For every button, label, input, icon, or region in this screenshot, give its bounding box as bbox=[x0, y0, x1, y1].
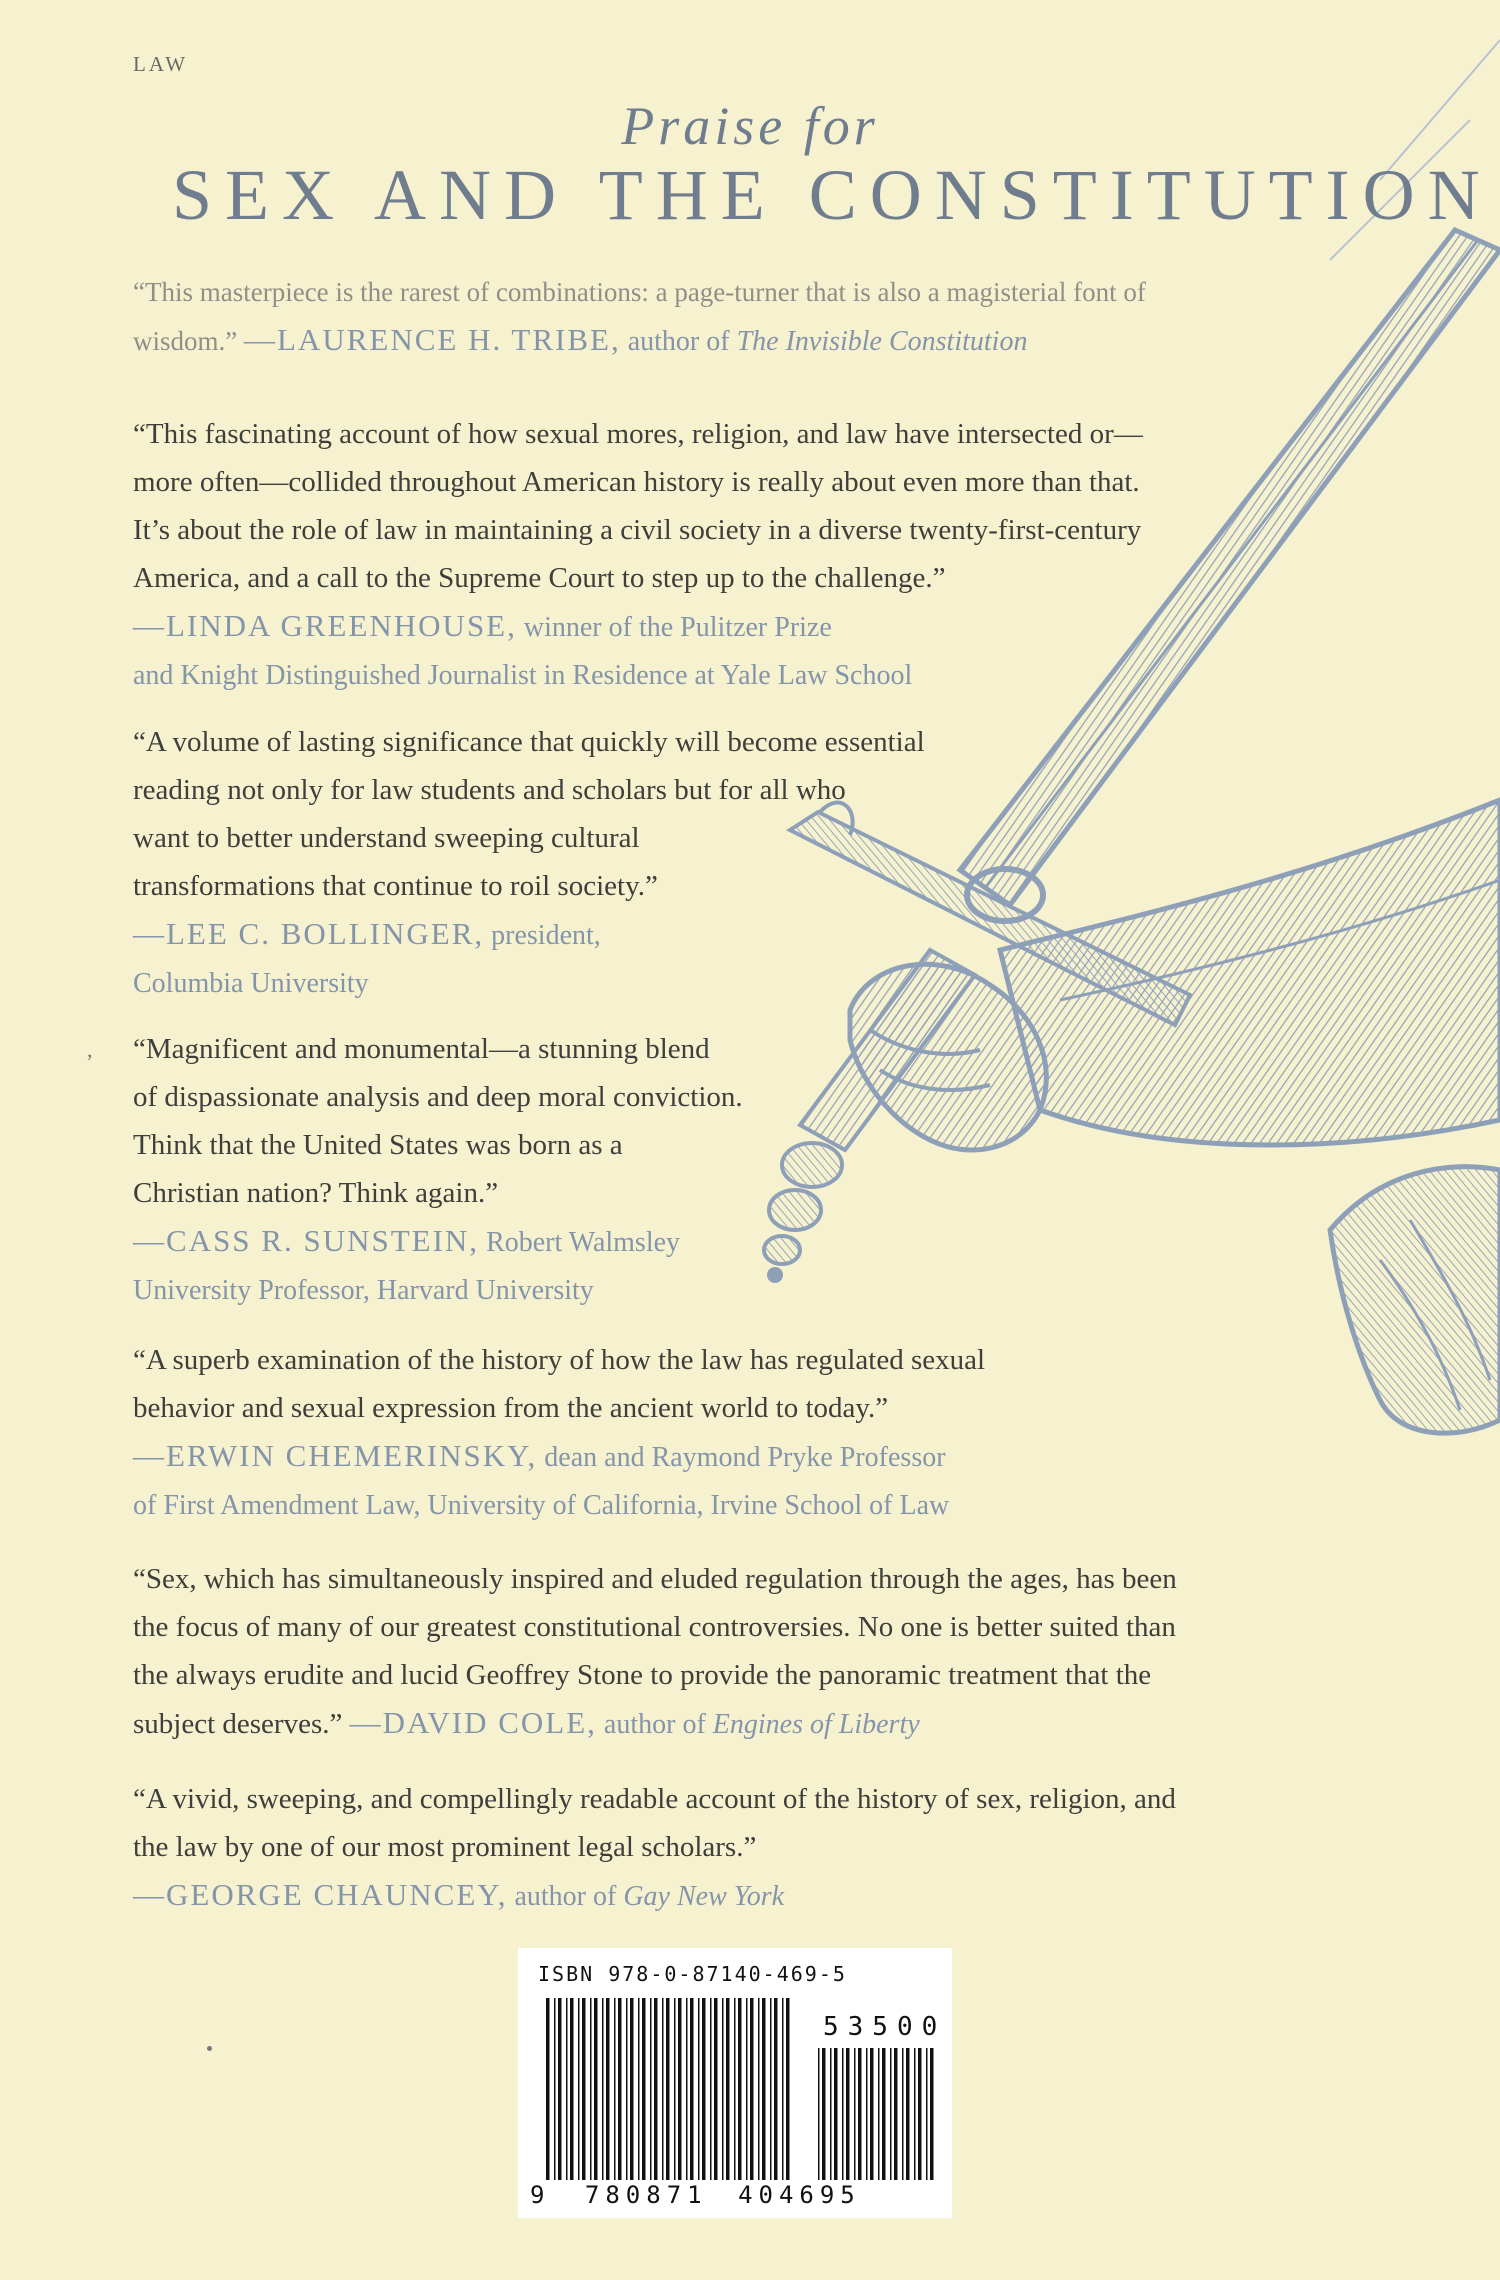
barcode-bar bbox=[630, 1998, 634, 2180]
price-code: 53500 bbox=[823, 2012, 947, 2042]
ean-first-digit: 9 bbox=[530, 2181, 551, 2209]
barcode-bar bbox=[818, 2048, 820, 2180]
barcode-bar bbox=[914, 2048, 916, 2180]
barcode-bar bbox=[698, 1998, 700, 2180]
quote-line: subject deserves.” bbox=[133, 1708, 343, 1740]
quote-line: behavior and sexual expression from the ancient world to today.” bbox=[133, 1392, 889, 1424]
quote-line: It’s about the role of law in maintaining a civil society in a diverse twenty-first-century bbox=[133, 514, 1142, 546]
barcode-bar bbox=[738, 1998, 742, 2180]
category-label: LAW bbox=[133, 52, 189, 76]
barcode-bar bbox=[854, 2048, 856, 2180]
barcode-bar bbox=[906, 2048, 910, 2180]
margin-mark: , bbox=[87, 1037, 93, 1062]
quote-attribution bbox=[244, 322, 1028, 357]
quote-line: “A vivid, sweeping, and compellingly readable account of the history of sex, religion, and bbox=[133, 1783, 1176, 1815]
attribution-work: The Invisible Constitution bbox=[736, 326, 1028, 357]
quote-line: the always erudite and lucid Geoffrey Stone to provide the panoramic treatment that the bbox=[133, 1659, 1152, 1691]
quote-line: “Magnificent and monumental—a stunning blend bbox=[133, 1033, 710, 1065]
barcode-bar bbox=[750, 1998, 754, 2180]
attribution-name: —LAURENCE H. TRIBE, bbox=[244, 322, 621, 357]
barcode-bar bbox=[722, 1998, 724, 2180]
barcode-bar bbox=[918, 2048, 922, 2180]
barcode-bar bbox=[626, 1998, 628, 2180]
attribution-role: president, bbox=[491, 920, 601, 951]
barcode-bar bbox=[570, 1998, 574, 2180]
attribution-extra: Columbia University bbox=[133, 968, 369, 999]
barcode-bar bbox=[710, 1998, 712, 2180]
barcode-bar bbox=[774, 1998, 778, 2180]
barcode-bar bbox=[894, 2048, 898, 2180]
barcode-bar bbox=[830, 2048, 832, 2180]
barcode-bar bbox=[606, 1998, 610, 2180]
ean-right-group: 404695 bbox=[738, 2181, 861, 2209]
attribution-name: —LEE C. BOLLINGER, bbox=[133, 916, 485, 951]
attribution-name: —DAVID COLE, bbox=[349, 1705, 597, 1740]
quote-line: America, and a call to the Supreme Court to step up to the challenge.” bbox=[133, 562, 946, 594]
barcode-bar bbox=[702, 1998, 706, 2180]
barcode-bar bbox=[842, 2048, 844, 2180]
barcode-bar bbox=[618, 1998, 622, 2180]
barcode-bar bbox=[578, 1998, 580, 2180]
quote-line: the law by one of our most prominent legal scholars.” bbox=[133, 1831, 757, 1863]
attribution-name: —LINDA GREENHOUSE, bbox=[133, 608, 517, 643]
barcode-bar bbox=[582, 1998, 586, 2180]
attribution-name: —GEORGE CHAUNCEY, bbox=[133, 1877, 508, 1912]
barcode-bar bbox=[758, 1998, 760, 2180]
quote-attribution bbox=[133, 1432, 985, 1482]
barcode-bar bbox=[762, 1998, 766, 2180]
barcode-bar bbox=[590, 1998, 592, 2180]
sleeve-cuff bbox=[1330, 1167, 1500, 1434]
praise-heading: Praise for bbox=[621, 96, 879, 156]
barcode-bar bbox=[558, 1998, 562, 2180]
barcode-bar bbox=[834, 2048, 838, 2180]
barcode-bar bbox=[662, 1998, 664, 2180]
quote-attribution bbox=[349, 1705, 920, 1740]
attribution-role: winner of the Pulitzer Prize bbox=[523, 612, 832, 643]
quote-attribution bbox=[133, 910, 925, 960]
quote-line: “This masterpiece is the rarest of combinations: a page-turner that is also a magisterial font of bbox=[133, 277, 1146, 307]
barcode-bar bbox=[566, 1998, 568, 2180]
quote-line: “A volume of lasting significance that quickly will become essential bbox=[133, 726, 925, 758]
barcode-bar bbox=[554, 1998, 556, 2180]
barcode-bar bbox=[770, 1998, 772, 2180]
quote-line: more often—collided throughout American history is really about even more than that. bbox=[133, 466, 1140, 498]
review-quote bbox=[133, 1775, 1176, 1921]
barcode-bar bbox=[890, 2048, 892, 2180]
attribution-role: author of bbox=[514, 1881, 617, 1912]
attribution-role: author of bbox=[603, 1709, 706, 1740]
isbn-label: ISBN 978-0-87140-469-5 bbox=[538, 1962, 847, 1986]
quote-line: the focus of many of our greatest constitutional controversies. No one is better suited than bbox=[133, 1611, 1176, 1643]
review-quote bbox=[133, 1025, 743, 1315]
barcode-bar bbox=[882, 2048, 886, 2180]
barcode-bar bbox=[654, 1998, 658, 2180]
quote-line: wisdom.” bbox=[133, 326, 238, 356]
quote-line: “This fascinating account of how sexual mores, religion, and law have intersected or— bbox=[133, 418, 1143, 450]
barcode-bar bbox=[602, 1998, 604, 2180]
quote-line: want to better understand sweeping cultural bbox=[133, 822, 640, 854]
review-quote bbox=[133, 268, 1146, 366]
attribution-work: Gay New York bbox=[623, 1881, 785, 1912]
quote-attribution bbox=[133, 602, 1143, 652]
forearm bbox=[1000, 800, 1500, 1145]
barcode-bar bbox=[690, 1998, 694, 2180]
barcode-bar bbox=[746, 1998, 748, 2180]
review-quote bbox=[133, 1555, 1177, 1749]
quote-line: Christian nation? Think again.” bbox=[133, 1177, 499, 1209]
quote-line: reading not only for law students and scholars but for all who bbox=[133, 774, 846, 806]
attribution-extra: University Professor, Harvard University bbox=[133, 1275, 594, 1306]
quote-line bbox=[133, 316, 1146, 366]
ean-digits bbox=[530, 2181, 861, 2209]
ean-left-group: 780871 bbox=[584, 2181, 708, 2209]
review-quote bbox=[133, 410, 1143, 700]
isbn-barcode bbox=[518, 1948, 952, 2218]
barcode-bar bbox=[638, 1998, 640, 2180]
attribution-role: Robert Walmsley bbox=[486, 1227, 681, 1258]
quote-line bbox=[133, 1699, 1177, 1749]
review-quote bbox=[133, 718, 925, 1008]
quote-line: of dispassionate analysis and deep moral conviction. bbox=[133, 1081, 743, 1113]
quote-line: “Sex, which has simultaneously inspired and eluded regulation through the ages, has been bbox=[133, 1563, 1177, 1595]
barcode-bar bbox=[926, 2048, 928, 2180]
barcode-bar bbox=[678, 1998, 682, 2180]
barcode-bar bbox=[786, 1998, 790, 2180]
barcode-bar bbox=[782, 1998, 784, 2180]
barcode-bar bbox=[902, 2048, 904, 2180]
barcode-bar bbox=[642, 1998, 646, 2180]
attribution-work: Engines of Liberty bbox=[712, 1709, 920, 1740]
barcode-bar bbox=[734, 1998, 736, 2180]
barcode-bar bbox=[594, 1998, 598, 2180]
barcode-bar bbox=[686, 1998, 688, 2180]
attribution-role: dean and Raymond Pryke Professor bbox=[544, 1442, 946, 1473]
attribution-extra: of First Amendment Law, University of California, Irvine School of Law bbox=[133, 1490, 950, 1521]
barcode-bar bbox=[822, 2048, 826, 2180]
quote-attribution bbox=[133, 1217, 743, 1267]
barcode-bar bbox=[546, 1998, 550, 2180]
quote-line: transformations that continue to roil society.” bbox=[133, 870, 658, 902]
attribution-role: author of bbox=[627, 326, 730, 357]
barcode-bar bbox=[866, 2048, 868, 2180]
barcode-bar bbox=[870, 2048, 874, 2180]
barcode-bar bbox=[666, 1998, 670, 2180]
barcode-bars bbox=[518, 1948, 952, 2218]
book-title: SEX AND THE CONSTITUTION bbox=[172, 155, 1493, 235]
barcode-bar bbox=[614, 1998, 616, 2180]
quote-line: Think that the United States was born as a bbox=[133, 1129, 623, 1161]
review-quote bbox=[133, 1336, 985, 1530]
barcode-bar bbox=[878, 2048, 880, 2180]
attribution-name: —CASS R. SUNSTEIN, bbox=[133, 1223, 480, 1258]
attribution-name: —ERWIN CHEMERINSKY, bbox=[133, 1438, 538, 1473]
decorative-dot bbox=[207, 2046, 212, 2051]
barcode-bar bbox=[674, 1998, 676, 2180]
barcode-bar bbox=[714, 1998, 718, 2180]
barcode-bar bbox=[846, 2048, 850, 2180]
barcode-bar bbox=[930, 2048, 934, 2180]
attribution-extra: and Knight Distinguished Journalist in Residence at Yale Law School bbox=[133, 660, 913, 691]
quote-line: “A superb examination of the history of how the law has regulated sexual bbox=[133, 1344, 986, 1376]
barcode-bar bbox=[650, 1998, 652, 2180]
quote-attribution bbox=[133, 1871, 1176, 1921]
barcode-bar bbox=[858, 2048, 862, 2180]
barcode-bar bbox=[726, 1998, 730, 2180]
